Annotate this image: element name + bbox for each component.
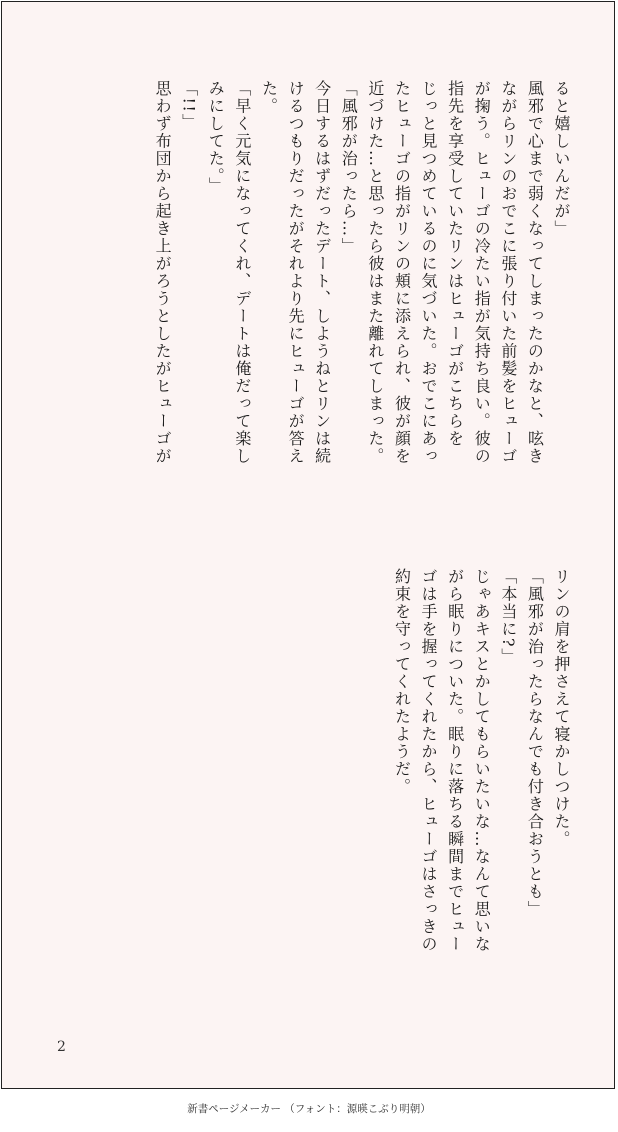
generator-credit: 新書ページメーカー （フォント：源暎こぶり明朝） xyxy=(187,1103,431,1115)
book-page xyxy=(1,1,615,1089)
upper-text-block: ると嬉しいんだが」 風邪で心まで弱くなってしまったのかなと、呟き ながらリンのおでこに張り付いた前髪をヒューゴ が掬う。ヒューゴの冷たい指が気持ち良い。彼の 指先を享受していたリンはヒューゴがこちらを じっと見つめているのに気づいた。おでこにあっ たヒューゴの指がリンの頬に添えられ、彼が顔を 近づけた…と思ったら彼はまた離れてしまった。 「風邪が治ったら…」 今日するはずだったデート、しようねとリンは続 けるつもりだったがそれより先にヒューゴが答え た。 「早く元気になってくれ、デートは俺だって楽し みにしてた。」 「!!」 思わず布団から起き上がろうとしたがヒューゴが xyxy=(153,80,571,465)
lower-text-block: リンの肩を押さえて寝かしつけた。 「風邪が治ったらなんでも付き合おうとも」 「本当に?」 じゃあキスとかしてもらいたいな…なんて思いな がら眠りについた。眠りに落ちる瞬間までヒュー ゴは手を握ってくれたから、ヒューゴはさっきの 約束を守ってくれたようだ。 xyxy=(392,568,571,953)
page-number: 2 xyxy=(57,1039,66,1055)
